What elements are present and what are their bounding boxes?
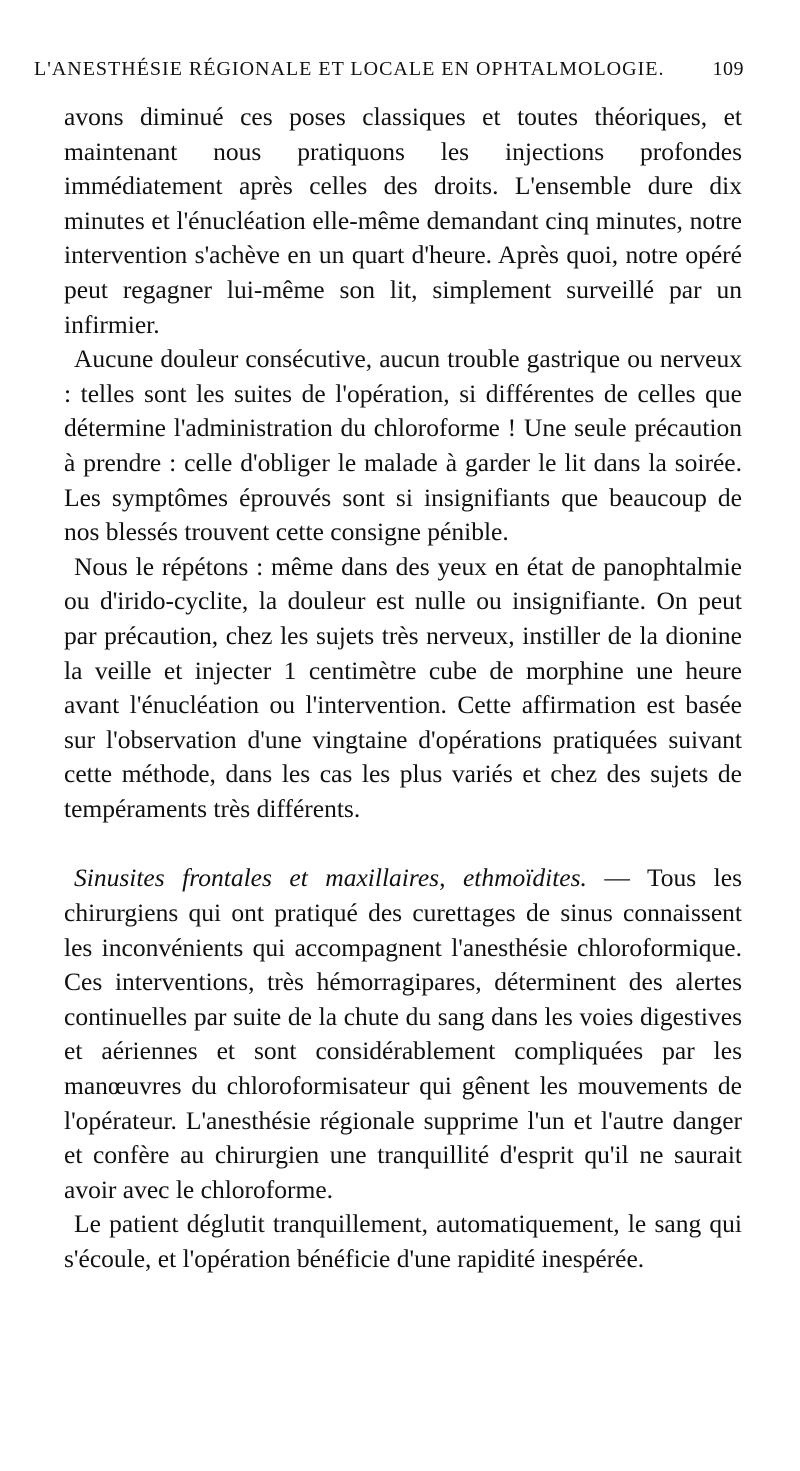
paragraph-3: Nous le répétons : même dans des yeux en état de panophtalmie ou d'irido-cyclite, la douleur est nulle ou insignifiante. On peut par précaution, chez les sujets très nerveux, instiller de la dionine la veille et injecter 1 centimètre cube de morphine une heure avant l'énucléation ou l'intervention. Cette affirmation est basée sur l'observation d'une vingtaine d'opérations pratiquées suivant cette méthode, dans les cas les plus variés et chez des sujets de tempéraments très différents. [64,551,742,823]
paragraph-1: avons diminué ces poses classiques et toutes théoriques, et maintenant nous pratiquons les injections profondes immédiatement après celles des droits. L'ensemble dure dix minutes et l'énucléation elle-même demandant cinq minutes, notre intervention s'achève en un quart d'heure. Après quoi, notre opéré peut regagner lui-même son lit, simplement surveillé par un infirmier. [64,102,742,339]
paragraph-2: Aucune douleur consécutive, aucun trouble gastrique ou nerveux : telles sont les suites de l'opération, si différentes de celles que détermine l'administration du chloroforme ! Une seule précaution à prendre : celle d'obliger le malade à garder le lit dans la soirée. Les symptômes éprouvés sont si insignifiants que beaucoup de nos blessés trouvent cette consigne pénible. [64,344,742,547]
section-heading: Sinusites frontales et maxillaires, ethmoïdites. [74,863,587,893]
body-text [64,100,742,1277]
running-head-title: L'ANESTHÉSIE RÉGIONALE ET LOCALE EN OPHTALMOLOGIE. [34,58,665,80]
section-paragraph-1 [64,861,742,1207]
section-paragraph-1-text: Tous les chirurgiens qui ont pratiqué des curettages de sinus connaissent les inconvénients qui accompagnent l'anesthésie chloroformique. Ces interventions, très hémorragipares, déterminent des alertes continuelles par suite de la chute du sang dans les voies digestives et aériennes et sont considérablement compliquées par les manœuvres du chloroformisateur qui gênent les mouvements de l'opérateur. L'anesthésie régionale supprime l'un et l'autre danger et confère au chirurgien une tranquillité d'esprit qu'il ne saurait avoir avec le chloroforme. [64,863,742,1204]
running-head [34,58,744,81]
section-paragraph-2: Le patient déglutit tranquillement, automatiquement, le sang qui s'écoule, et l'opération bénéficie d'une rapidité inespérée. [64,1209,742,1273]
section-dash: — [586,863,647,893]
page-number: 109 [712,58,744,80]
